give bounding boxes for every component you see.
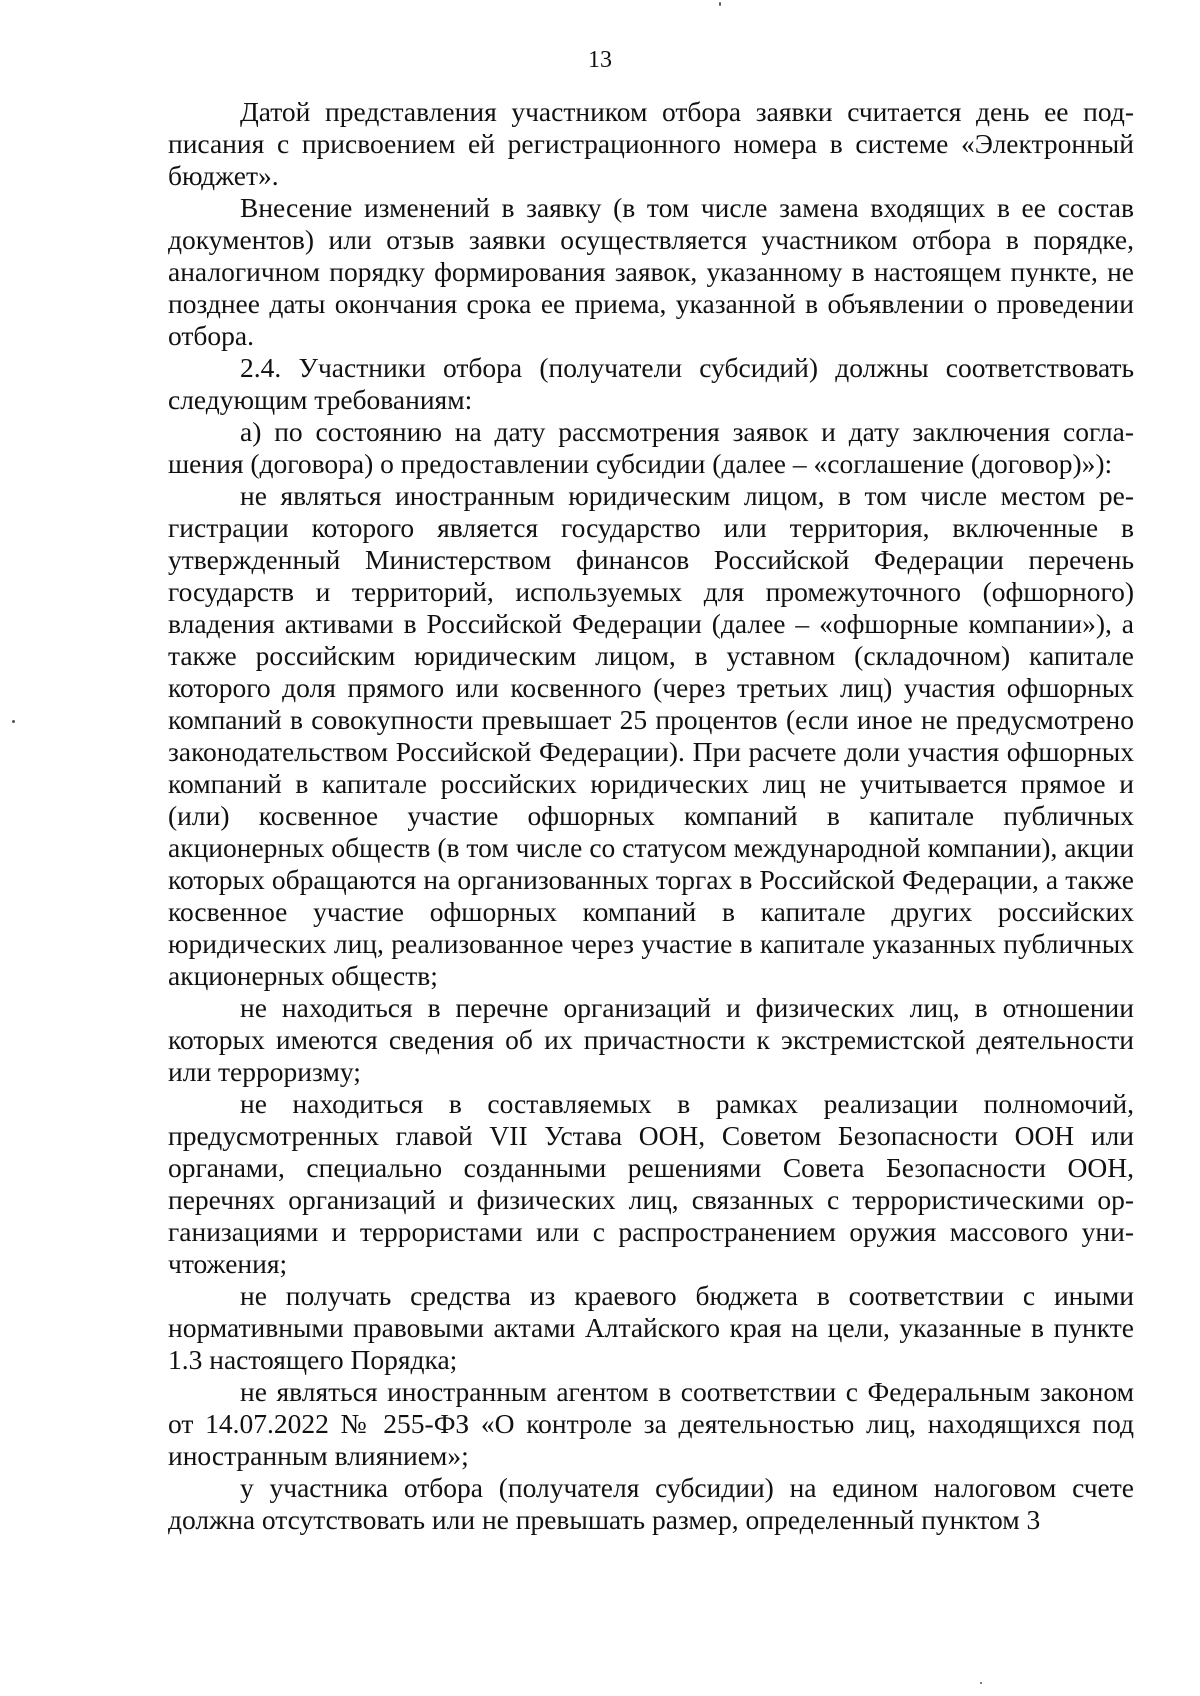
paragraph-not-foreign-entity: не являться иностранным юридическим лицом, в том числе местом регистрации которого является государство или территория, включенные в утвержденный Министерством финансов Российской Федерации перечень государств и территорий, используемых для промежуточного (офшорного) владения активами в Российской Федерации (далее – «офшорные компании»), а также российским юридическим лицом, в уставном (складочном) капитале которого доля прямого или косвенного (через третьих лиц) участия офшорных компаний в совокупности превышает 25 процентов (если иное не предусмотрено законодательством Российской Федерации). При расчете доли участия офшорных компаний в капитале российских юридических лиц не учитывается прямое и (или) косвенное участие офшорных компаний в капитале публичных акционерных обществ (в том числе со статусом международной компании), акции которых обращаются на организованных торгах в Российской Федерации, а также косвенное участие офшорных компаний в капитале других российских юридических лиц, реализованное через участие в капитале указанных публичных акционерных обществ; — [168, 480, 1134, 991]
paragraph-a-as-of-date: а) по состоянию на дату рассмотрения заявок и дату заключения соглашения (договора) о предоставлении субсидии (далее – «соглашение (договор)»): — [168, 416, 1134, 479]
document-body — [168, 96, 1134, 1536]
paragraph-submission-date: Датой представления участником отбора заявки считается день ее подписания с присвоением ей регистрационного номера в системе «Электронный бюджет». — [168, 96, 1134, 191]
paragraph-application-changes: Внесение изменений в заявку (в том числе замена входящих в ее состав документов) или отзыв заявки осуществляется участником отбора в порядке, аналогичном порядку формирования заявок, указанному в настоящем пункте, не позднее даты окончания срока ее приема, указанной в объявлении о проведении отбора. — [168, 192, 1134, 351]
paragraph-tax-account: у участника отбора (получателя субсидии) на едином налоговом счете должна отсутствовать или не превышать размер, определенный пунктом 3 — [168, 1472, 1134, 1535]
paragraph-2-4-requirements: 2.4. Участники отбора (получатели субсидий) должны соответствовать следующим требованиям: — [168, 352, 1134, 415]
scan-speck — [719, 2, 721, 6]
scan-speck — [12, 720, 15, 723]
paragraph-not-un-list: не находиться в составляемых в рамках реализации полномочий, предусмотренных главой VII Устава ООН, Советом Безопасности ООН или органами, специально созданными решениями Совета Безопасности ООН, перечнях организаций и физических лиц, связанных с террористическими организациями и террористами или с распространением оружия массового уничтожения; — [168, 1088, 1134, 1279]
paragraph-no-other-funds: не получать средства из краевого бюджета в соответствии с иными нормативными правовыми актами Алтайского края на цели, указанные в пункте 1.3 настоящего Порядка; — [168, 1280, 1134, 1375]
page-number: 13 — [588, 47, 612, 73]
scan-speck — [980, 1682, 982, 1684]
paragraph-not-extremist-list: не находиться в перечне организаций и физических лиц, в отношении которых имеются сведения об их причастности к экстремистской деятельности или терроризму; — [168, 992, 1134, 1087]
paragraph-not-foreign-agent: не являться иностранным агентом в соответствии с Федеральным законом от 14.07.2022 № 255-ФЗ «О контроле за деятельностью лиц, находящихся под иностранным влиянием»; — [168, 1376, 1134, 1471]
